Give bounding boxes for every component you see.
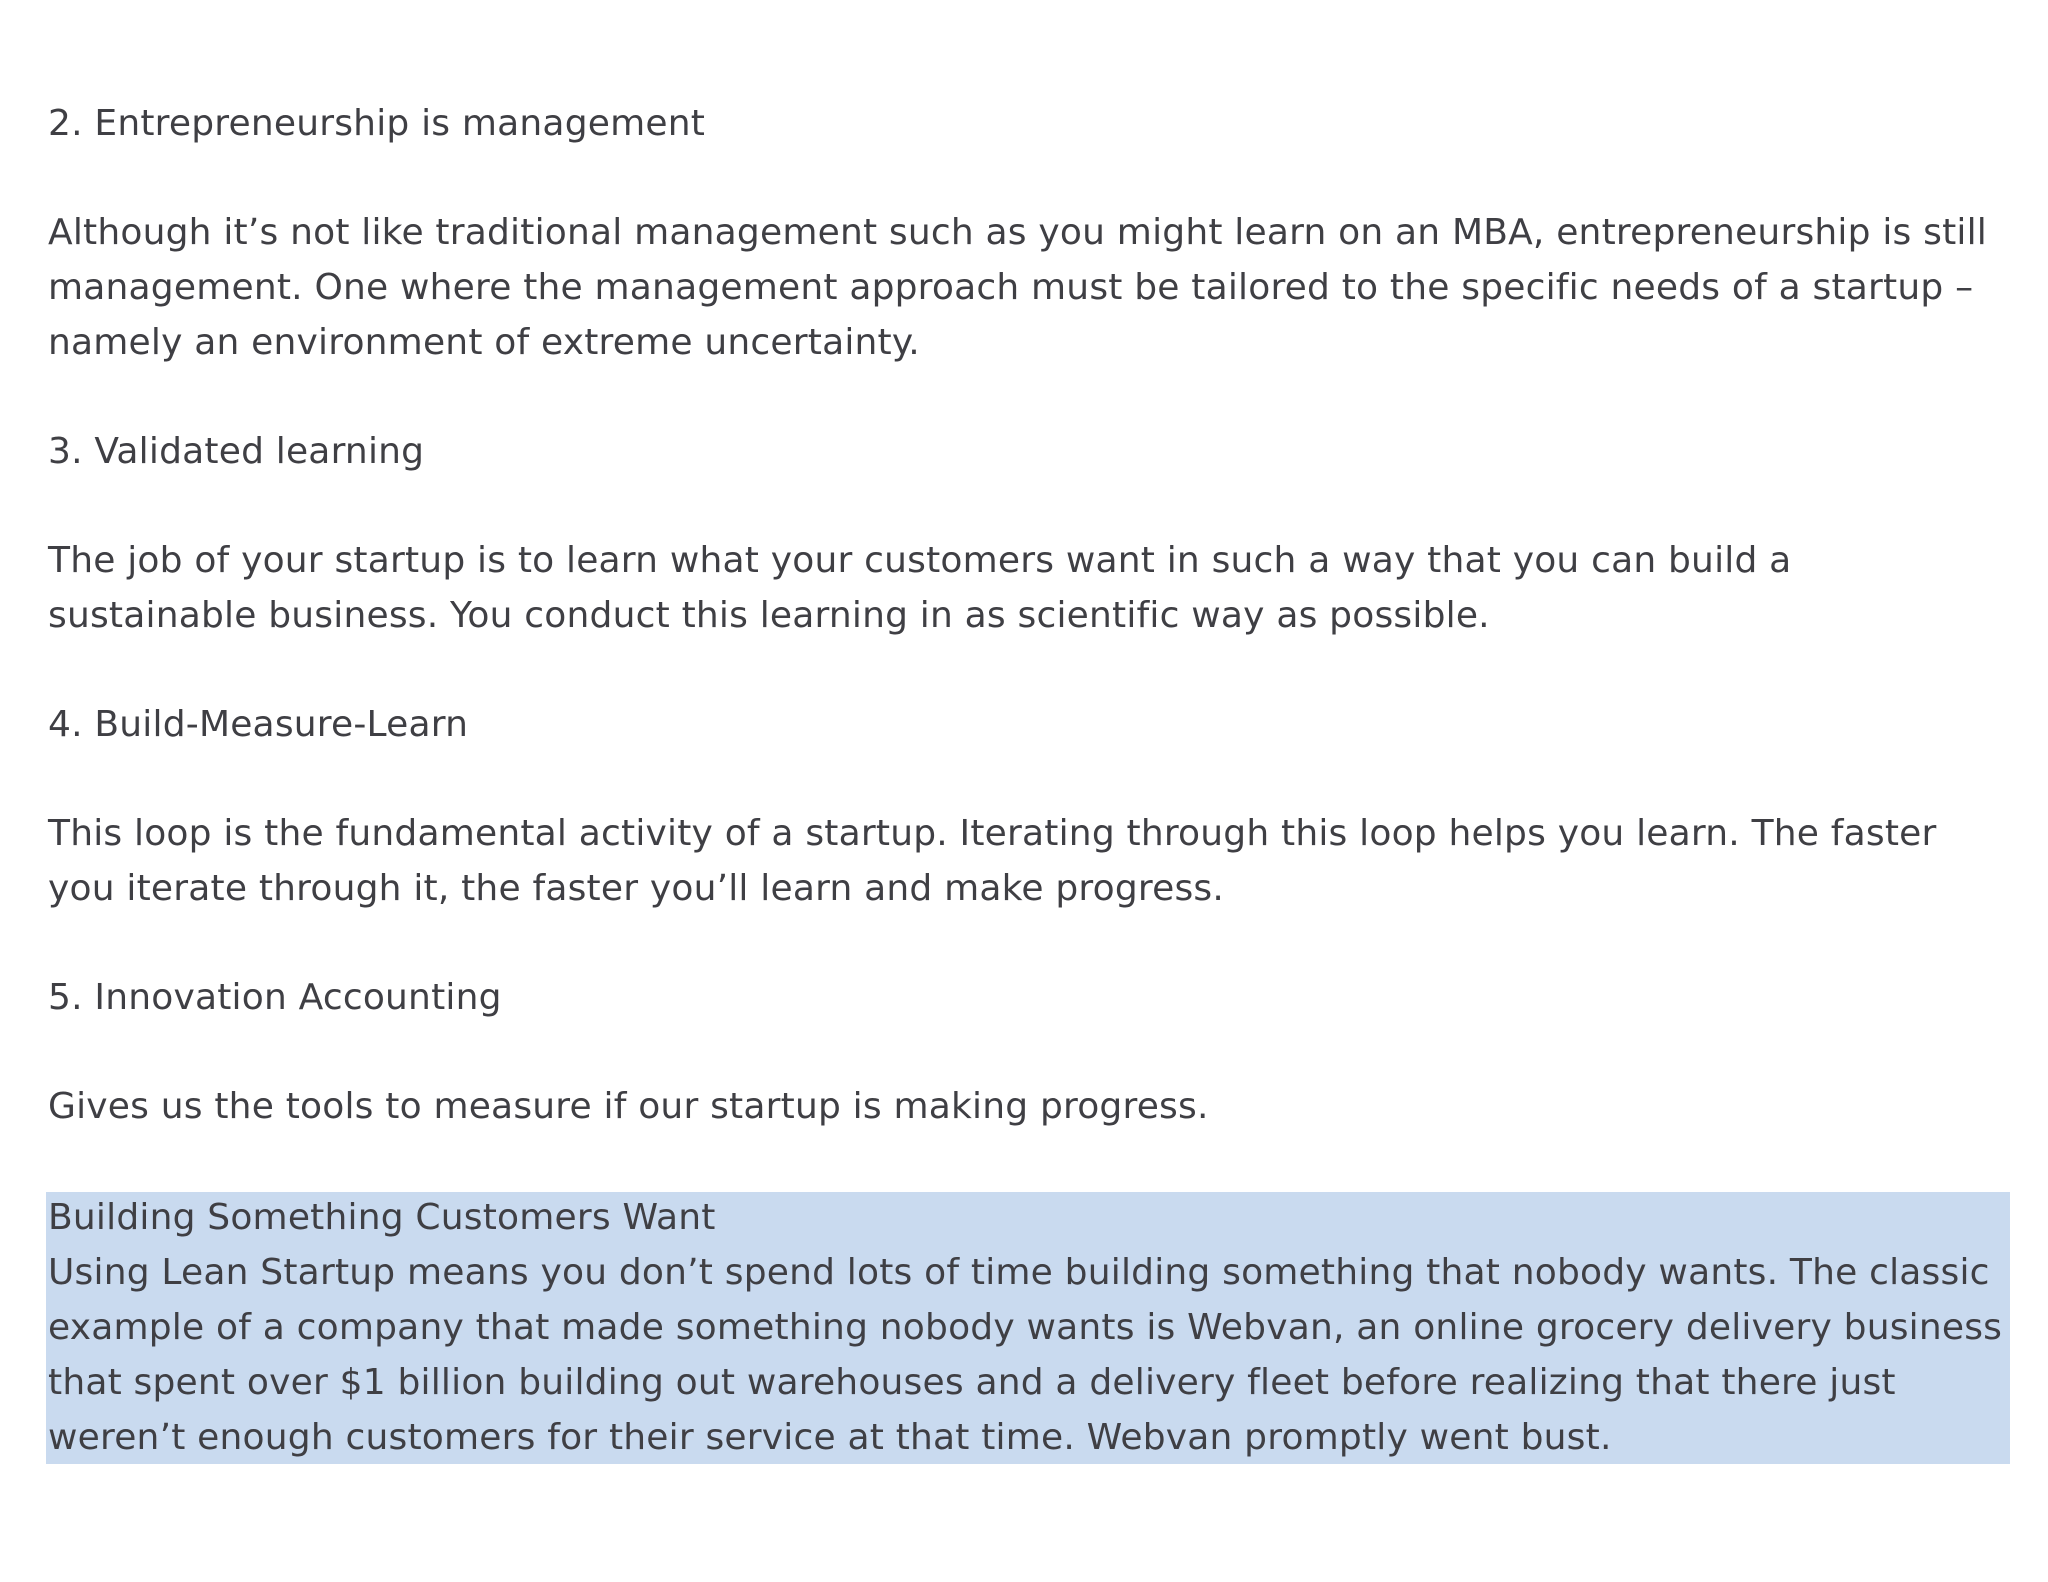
- section-body-innovation-accounting: Gives us the tools to measure if our startup is making progress.: [48, 1086, 1209, 1127]
- article-content: [48, 96, 2008, 1188]
- section-heading-validated-learning: 3. Validated learning: [48, 431, 425, 472]
- section-body-entrepreneurship: Although it’s not like traditional management such as you might learn on an MBA, entrepreneurship is still management. One where the management approach must be tailored to the specific needs of a startup – namely an environment of extreme uncertainty.: [48, 212, 1987, 363]
- highlighted-body: Using Lean Startup means you don’t spend lots of time building something that nobody wants. The classic example of a company that made something nobody wants is Webvan, an online grocery delivery business that spent over $1 billion building out warehouses and a delivery fleet before realizing that there just weren’t enough customers for their service at that time. Webvan promptly went bust.: [48, 1252, 2003, 1458]
- section-heading-innovation-accounting: 5. Innovation Accounting: [48, 977, 502, 1018]
- section-body-build-measure-learn: This loop is the fundamental activity of a startup. Iterating through this loop helps you learn. The faster you iterate through it, the faster you’ll learn and make progress.: [48, 813, 1937, 909]
- highlighted-title: Building Something Customers Want: [48, 1197, 716, 1238]
- section-heading-build-measure-learn: 4. Build-Measure-Learn: [48, 704, 469, 745]
- section-body-validated-learning: The job of your startup is to learn what your customers want in such a way that you can build a sustainable business. You conduct this learning in as scientific way as possible.: [48, 540, 1792, 636]
- highlighted-section[interactable]: [48, 1190, 2010, 1465]
- section-heading-entrepreneurship: 2. Entrepreneurship is management: [48, 103, 706, 144]
